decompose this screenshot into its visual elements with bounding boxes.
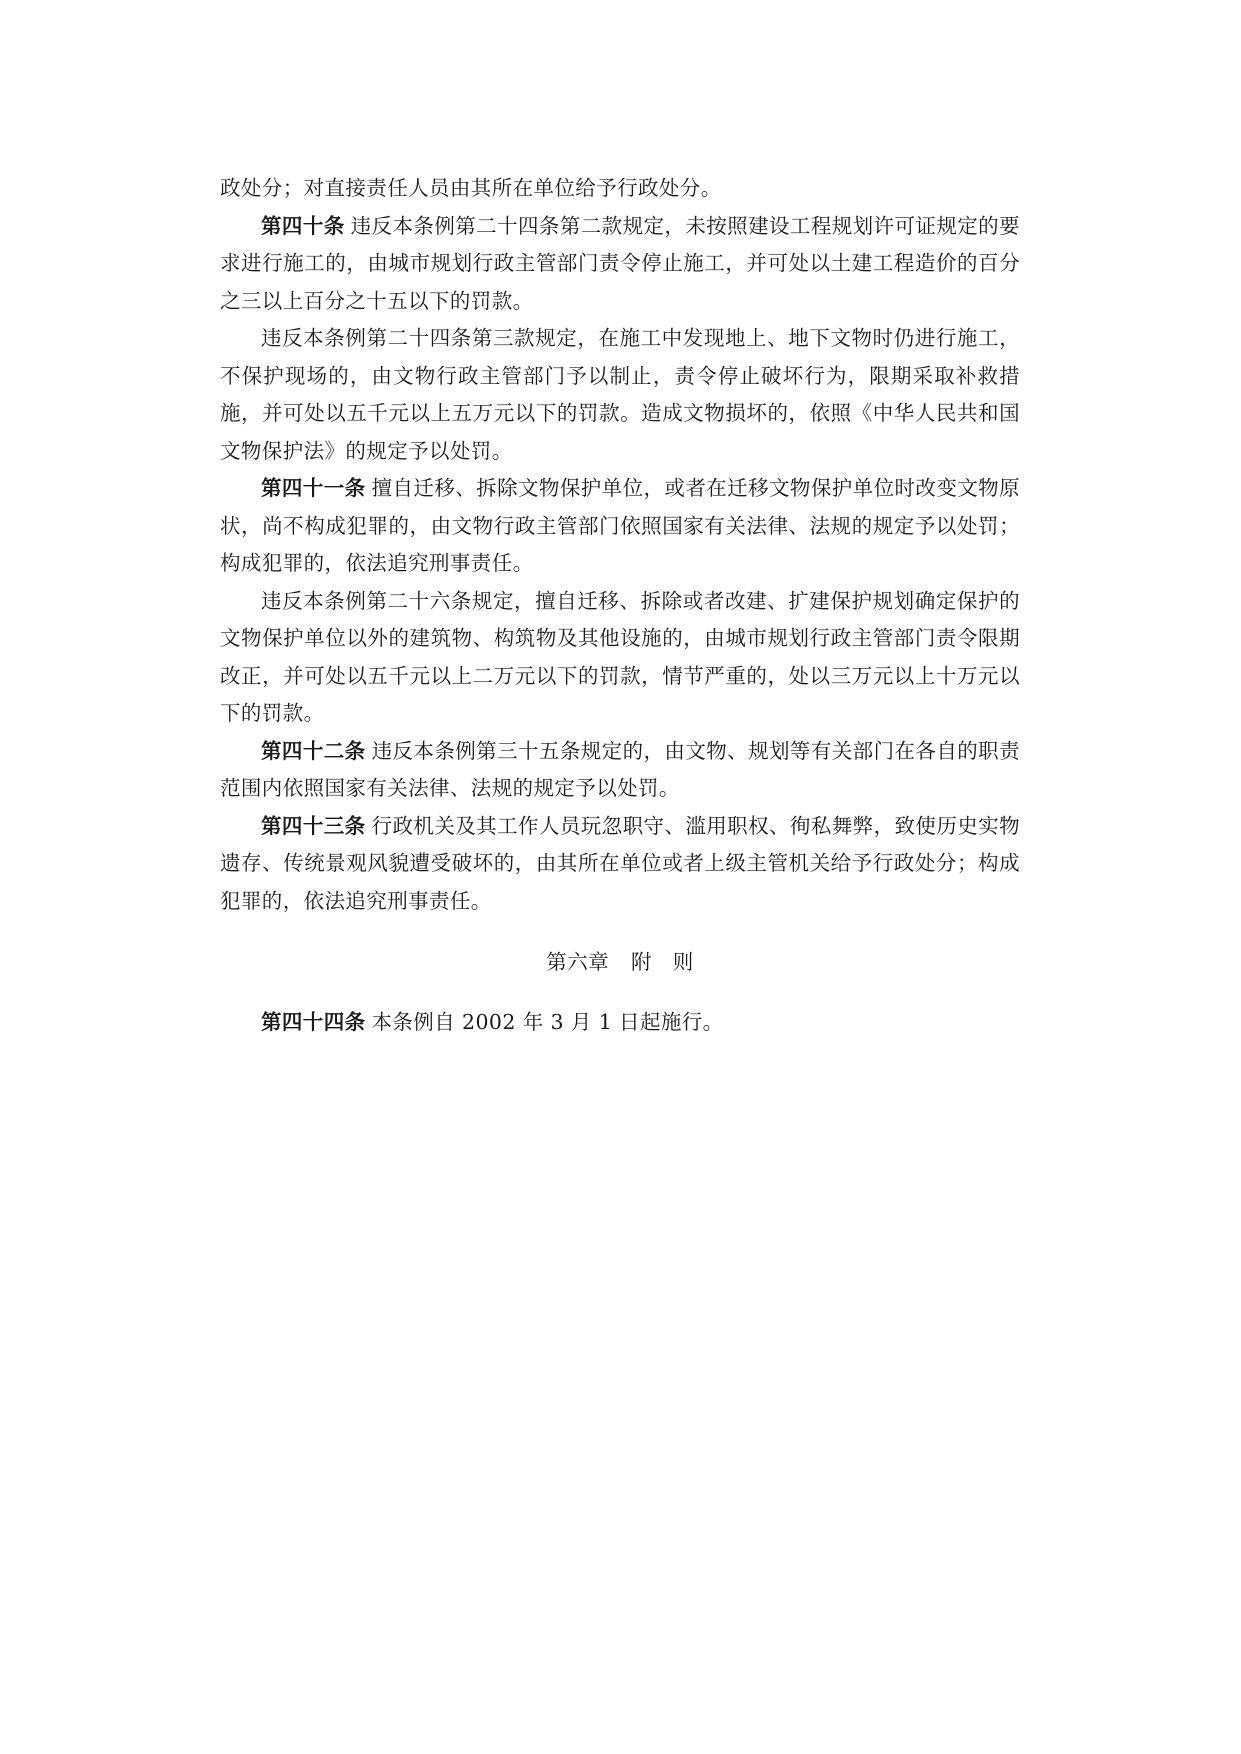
article-44-heading: 第四十四条 bbox=[261, 1010, 366, 1034]
article-42-heading: 第四十二条 bbox=[261, 738, 366, 763]
article-41 bbox=[220, 470, 1020, 583]
article-43-text: 行政机关及其工作人员玩忽职守、滥用职权、徇私舞弊，致使历史实物遗存、传统景观风貌遭受破坏的，由其所在单位或者上级主管机关给予行政处分；构成犯罪的，依法追究刑事责任。 bbox=[220, 813, 1021, 913]
article-40-paragraph-2: 违反本条例第二十四条第三款规定，在施工中发现地上、地下文物时仍进行施工，不保护现场的，由文物行政主管部门予以制止，责令停止破坏行为，限期采取补救措施，并可处以五千元以上五万元以下的罚款。造成文物损坏的，依照《中华人民共和国文物保护法》的规定予以处罚。 bbox=[220, 326, 1020, 463]
article-44 bbox=[220, 1004, 1020, 1042]
chapter-heading bbox=[220, 932, 1020, 992]
article-40-text: 违反本条例第二十四条第二款规定，未按照建设工程规划许可证规定的要求进行施工的，由城市规划行政主管部门责令停止施工，并可处以土建工程造价的百分之三以上百分之十五以下的罚款。 bbox=[220, 213, 1020, 313]
paragraph-continuation: 政处分；对直接责任人员由其所在单位给予行政处分。 bbox=[220, 176, 722, 200]
article-42 bbox=[220, 733, 1020, 808]
article-41-text: 擅自迁移、拆除文物保护单位，或者在迁移文物保护单位时改变文物原状，尚不构成犯罪的，由文物行政主管部门依照国家有关法律、法规的规定予以处罚；构成犯罪的，依法追究刑事责任。 bbox=[220, 476, 1021, 575]
article-40 bbox=[220, 208, 1020, 321]
article-43-heading: 第四十三条 bbox=[261, 813, 366, 838]
article-41-heading: 第四十一条 bbox=[261, 476, 366, 500]
article-40-heading: 第四十条 bbox=[261, 213, 345, 238]
chapter-title: 附 则 bbox=[631, 950, 694, 974]
chapter-number: 第六章 bbox=[546, 950, 609, 974]
article-42-text: 违反本条例第三十五条规定的，由文物、规划等有关部门在各自的职责范围内依照国家有关法律、法规的规定予以处罚。 bbox=[220, 738, 1021, 800]
article-43 bbox=[220, 808, 1020, 921]
article-41-paragraph-2: 违反本条例第二十六条规定，擅自迁移、拆除或者改建、扩建保护规划确定保护的文物保护单位以外的建筑物、构筑物及其他设施的，由城市规划行政主管部门责令限期改正，并可处以五千元以上二万元以下的罚款，情节严重的，处以三万元以上十万元以下的罚款。 bbox=[220, 588, 1020, 725]
article-44-text: 本条例自 2002 年 3 月 1 日起施行。 bbox=[371, 1010, 724, 1034]
document-page bbox=[220, 170, 1020, 1042]
